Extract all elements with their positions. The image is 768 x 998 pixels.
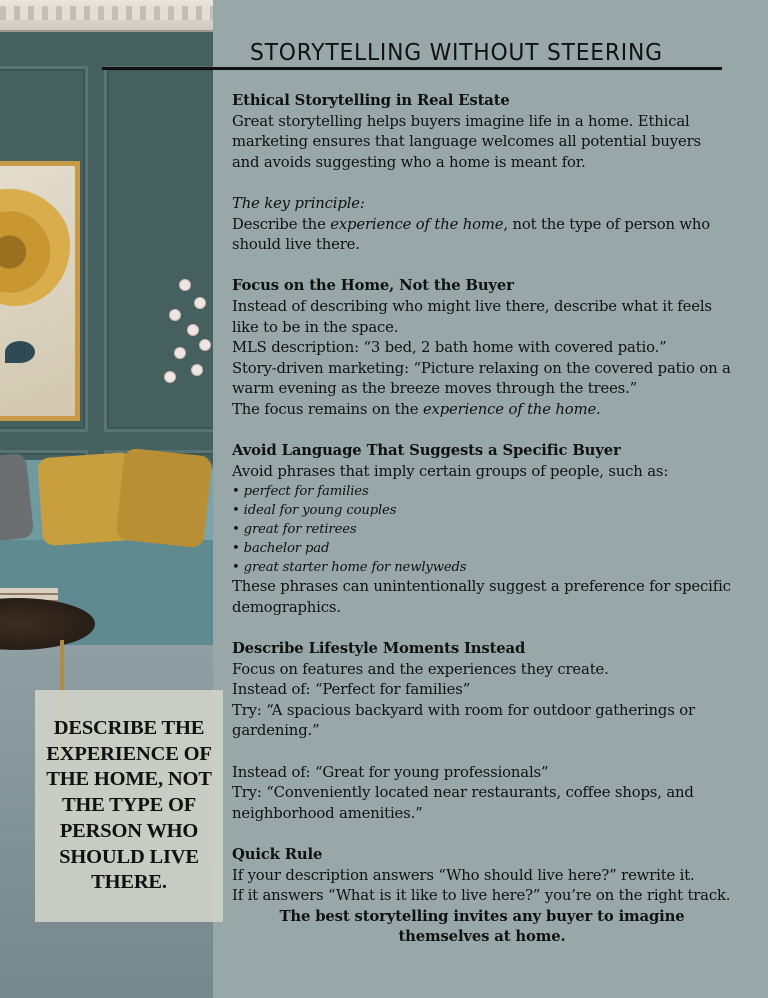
list-item: • great for retirees — [232, 520, 732, 539]
pillow — [115, 448, 212, 549]
callout-text: DESCRIBE THE EXPERIENCE OF THE HOME, NOT THE TYPE OF PERSON WHO SHOULD LIVE THERE. — [46, 716, 212, 894]
paragraph: If it answers “What is it like to live here?” you’re on the right track. — [232, 887, 731, 905]
paragraph: Avoid phrases that imply certain groups of people, such as: — [232, 462, 669, 480]
list-item: • ideal for young couples — [232, 501, 732, 520]
paragraph: Focus on features and the experiences they create. — [232, 660, 609, 678]
page-title: STORYTELLING WITHOUT STEERING — [250, 40, 663, 66]
list-item: • great starter home for newlyweds — [232, 558, 732, 577]
paragraph: Try: “Conveniently located near restaurants, coffee shops, and neighborhood amenities.” — [232, 784, 694, 822]
closing-statement: The best storytelling invites any buyer to imagine themselves at home. — [279, 907, 685, 946]
paragraph: MLS description: “3 bed, 2 bath home with covered patio.” — [232, 339, 667, 357]
principle-text: Describe the experience of the home, not the type of person who should live there. — [232, 215, 711, 254]
crown-molding — [0, 0, 213, 32]
blossom-branch — [160, 280, 213, 390]
section-heading: Avoid Language That Suggests a Specific Buyer — [232, 442, 621, 460]
paragraph: The focus remains on the experience of the home. — [232, 400, 601, 418]
callout-box — [35, 690, 223, 922]
title-divider — [102, 67, 722, 70]
paragraph: These phrases can unintentionally suggest a preference for specific demographics. — [232, 578, 731, 616]
paragraph: Great storytelling helps buyers imagine life in a home. Ethical marketing ensures that language welcomes all potential buyers and avoids suggesting who a home is meant for. — [232, 112, 701, 171]
list-item: • perfect for families — [232, 482, 732, 501]
paragraph: Instead of: “Perfect for families” — [232, 681, 471, 699]
phrase-list — [232, 482, 732, 577]
section-heading: Quick Rule — [232, 846, 323, 863]
principle-label: The key principle: — [232, 194, 365, 212]
flower-painting — [0, 161, 80, 421]
article-body — [232, 91, 732, 948]
paragraph: Story-driven marketing: “Picture relaxing on the covered patio on a warm evening as the breeze moves through the trees.” — [232, 359, 731, 398]
paragraph: Instead of: “Great for young professionals” — [232, 763, 549, 781]
section-heading: Ethical Storytelling in Real Estate — [232, 92, 510, 109]
paragraph: Instead of describing who might live there, describe what it feels like to be in the space. — [232, 297, 712, 336]
list-item: • bachelor pad — [232, 539, 732, 558]
paragraph: If your description answers “Who should live here?” rewrite it. — [232, 866, 695, 884]
paragraph: Try: “A spacious backyard with room for outdoor gatherings or gardening.” — [232, 701, 695, 740]
section-heading: Focus on the Home, Not the Buyer — [232, 277, 514, 295]
section-heading: Describe Lifestyle Moments Instead — [232, 640, 526, 658]
